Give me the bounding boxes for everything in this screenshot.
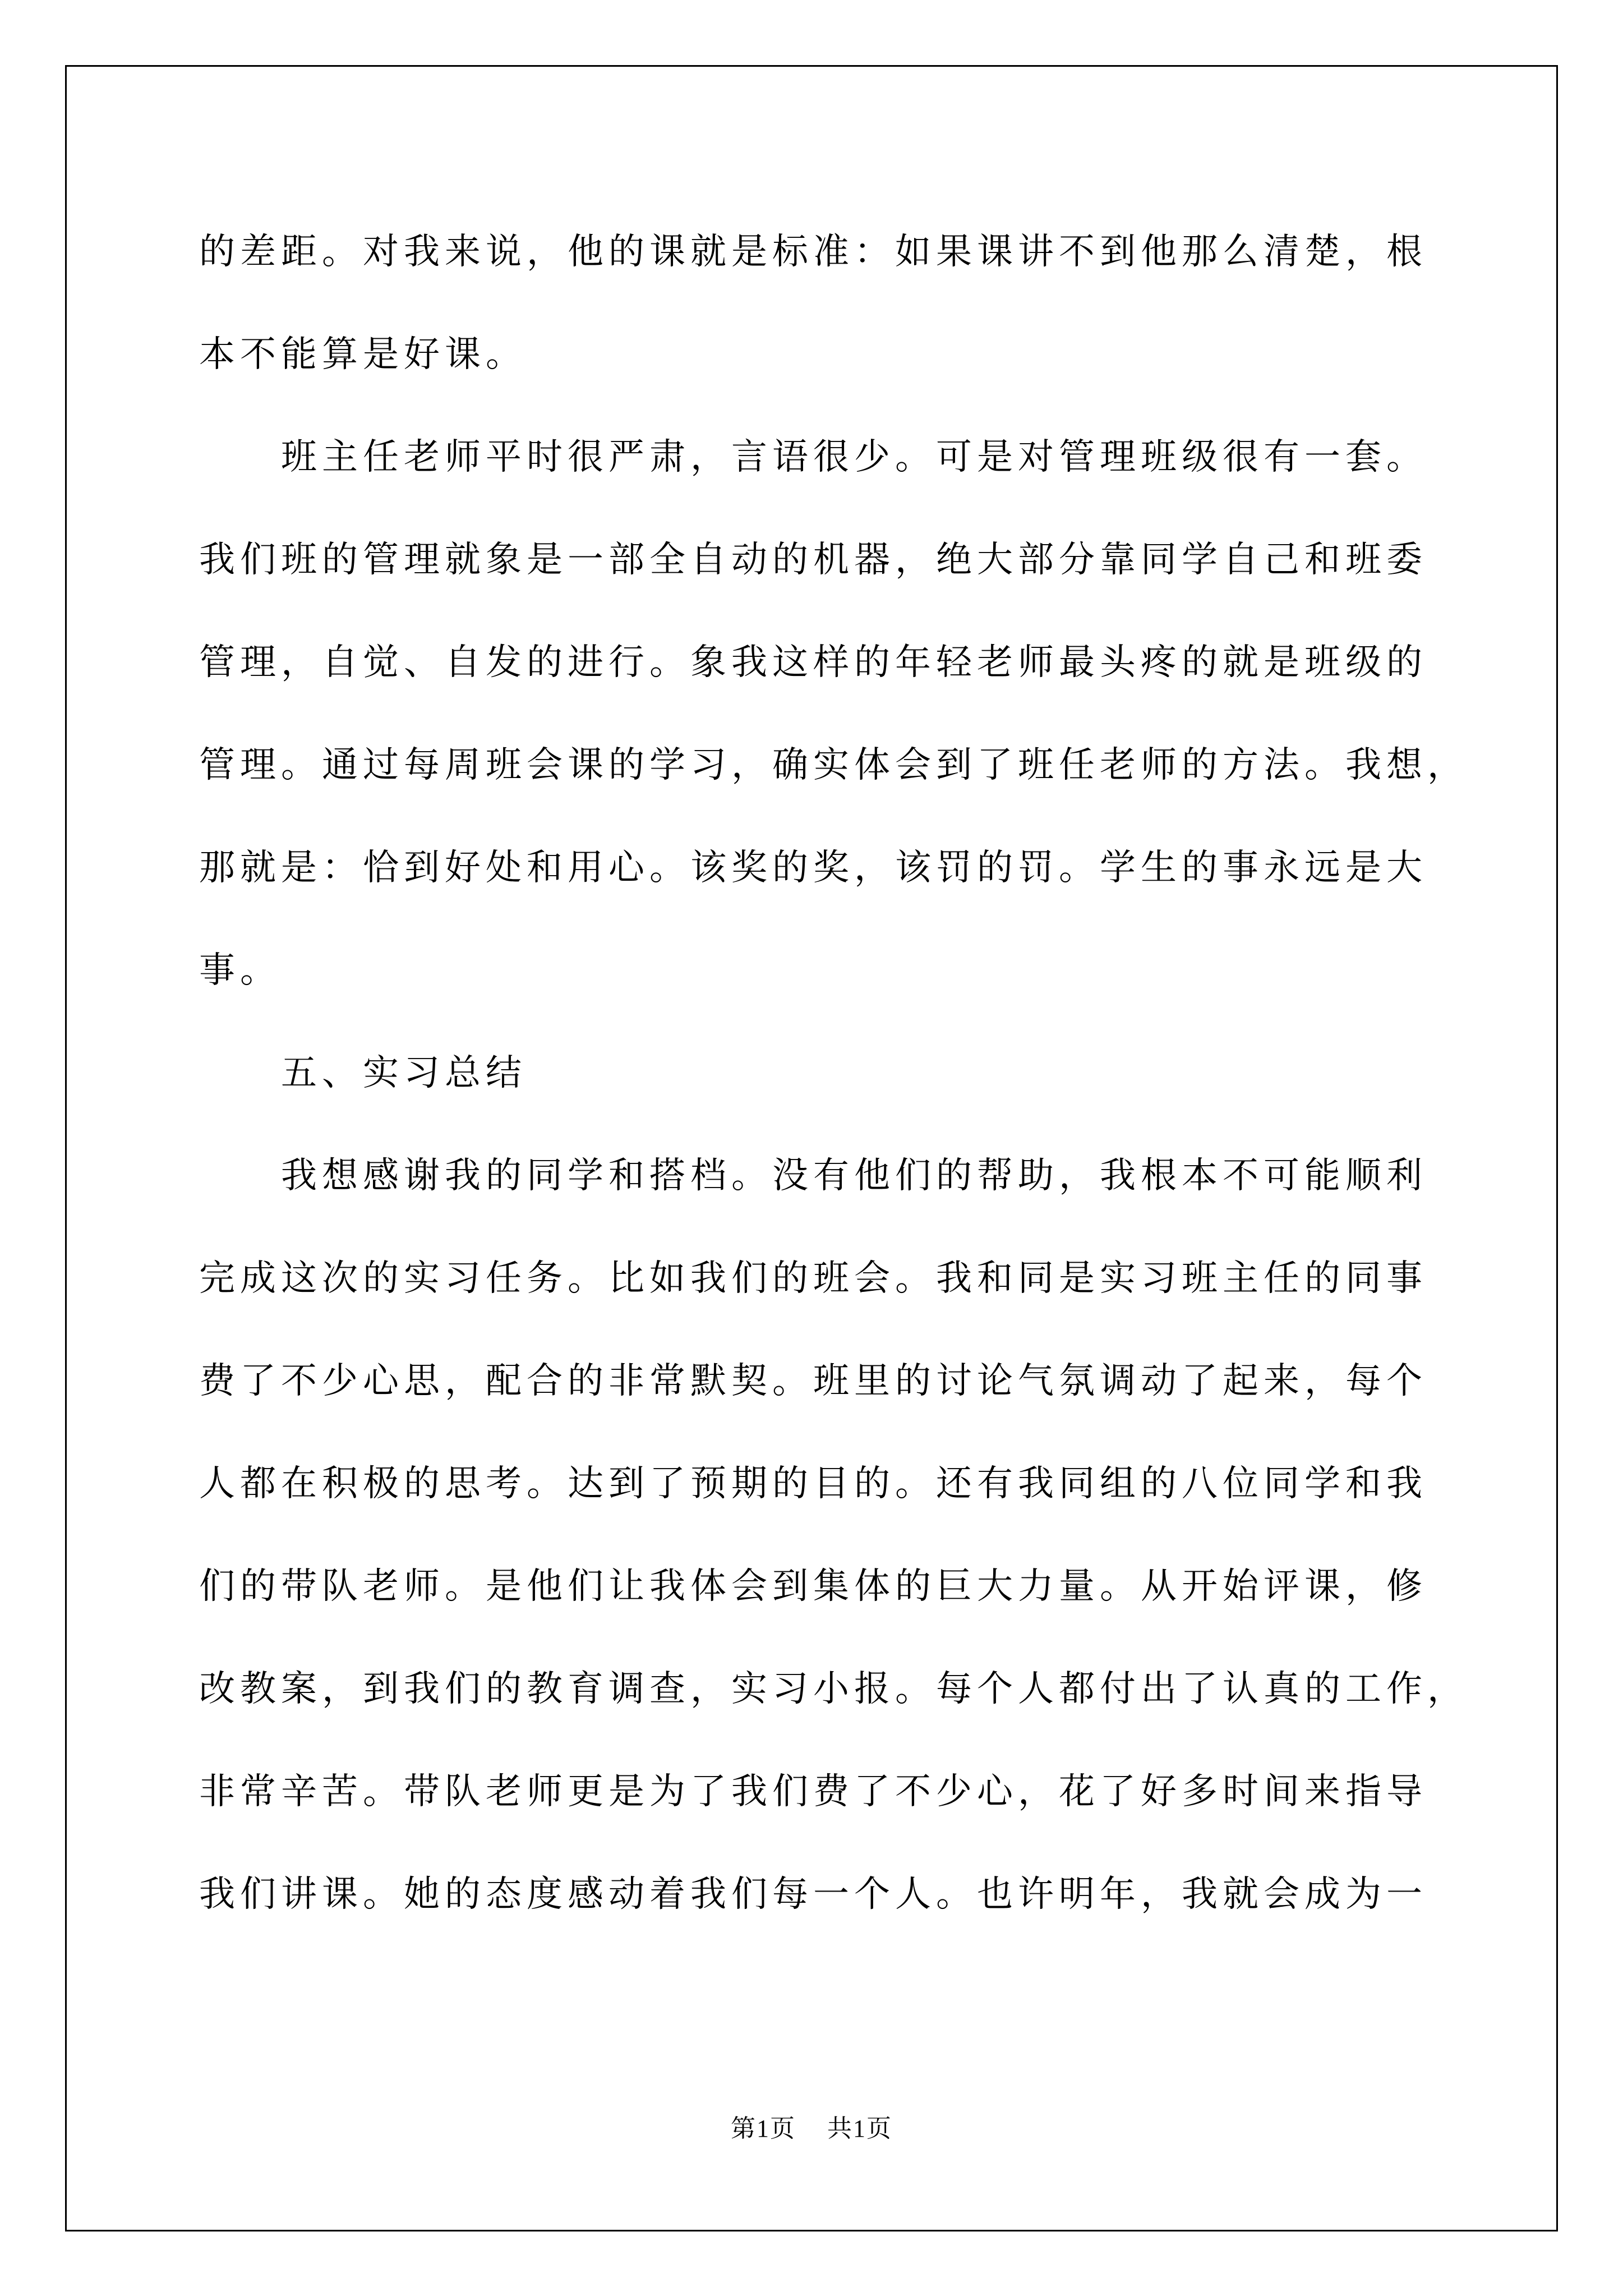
text-line: 那就是：恰到好处和用心。该奖的奖，该罚的罚。学生的事永远是大 bbox=[199, 847, 1427, 889]
page-number: 第1页 bbox=[731, 2115, 796, 2142]
text-line: 我们讲课。她的态度感动着我们每一个人。也许明年，我就会成为一 bbox=[199, 1874, 1427, 1915]
text-line: 事。 bbox=[199, 950, 281, 991]
text-line: 完成这次的实习任务。比如我们的班会。我和同是实习班主任的同事 bbox=[199, 1258, 1427, 1299]
section-heading: 五、实习总结 bbox=[281, 1052, 527, 1094]
text-line: 本不能算是好课。 bbox=[199, 334, 527, 375]
document-body bbox=[199, 201, 1468, 1946]
text-line: 非常辛苦。带队老师更是为了我们费了不少心，花了好多时间来指导 bbox=[199, 1771, 1427, 1812]
text-line: 们的带队老师。是他们让我体会到集体的巨大力量。从开始评课，修 bbox=[199, 1566, 1427, 1607]
text-line: 费了不少心思，配合的非常默契。班里的讨论气氛调动了起来，每个 bbox=[199, 1360, 1427, 1402]
text-line: 改教案，到我们的教育调查，实习小报。每个人都付出了认真的工作， bbox=[199, 1668, 1468, 1710]
text-line: 我们班的管理就象是一部全自动的机器，绝大部分靠同学自己和班委 bbox=[199, 539, 1427, 581]
text-line: 的差距。对我来说，他的课就是标准：如果课讲不到他那么清楚，根 bbox=[199, 231, 1427, 273]
text-line: 管理。通过每周班会课的学习，确实体会到了班任老师的方法。我想， bbox=[199, 744, 1468, 786]
paragraph-start-line: 班主任老师平时很严肃，言语很少。可是对管理班级很有一套。 bbox=[281, 436, 1427, 478]
text-line: 人都在积极的思考。达到了预期的目的。还有我同组的八位同学和我 bbox=[199, 1463, 1427, 1504]
paragraph-start-line: 我想感谢我的同学和搭档。没有他们的帮助，我根本不可能顺利 bbox=[281, 1155, 1427, 1197]
page-total: 共1页 bbox=[827, 2115, 892, 2142]
text-line: 管理，自觉、自发的进行。象我这样的年轻老师最头疼的就是班级的 bbox=[199, 642, 1427, 683]
page-footer bbox=[0, 2108, 1623, 2144]
